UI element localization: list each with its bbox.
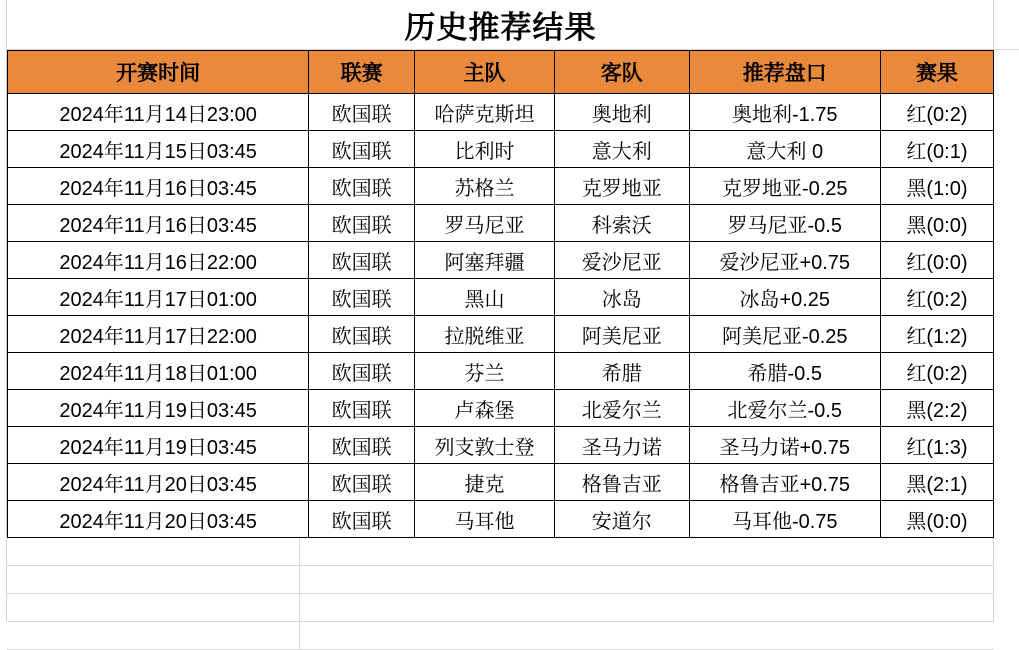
cell-recommended-line: 希腊-0.5 — [689, 353, 880, 390]
cell-recommended-line: 马耳他-0.75 — [689, 501, 880, 538]
cell-league: 欧国联 — [309, 242, 415, 279]
empty-cell — [7, 566, 300, 594]
cell-time: 2024年11月20日03:45 — [8, 501, 309, 538]
column-gutter-right — [993, 0, 1019, 621]
row-gutter-left — [0, 0, 7, 621]
cell-recommended-line: 奥地利-1.75 — [689, 94, 880, 131]
cell-away-team: 安道尔 — [554, 501, 689, 538]
cell-time: 2024年11月19日03:45 — [8, 390, 309, 427]
cell-result: 红(0:2) — [880, 279, 993, 316]
cell-time: 2024年11月16日03:45 — [8, 168, 309, 205]
cell-recommended-line: 格鲁吉亚+0.75 — [689, 464, 880, 501]
table-row — [8, 131, 994, 168]
cell-away-team: 克罗地亚 — [554, 168, 689, 205]
cell-home-team: 罗马尼亚 — [415, 205, 555, 242]
history-results-table — [7, 50, 994, 538]
cell-away-team: 圣马力诺 — [554, 427, 689, 464]
column-header-result: 赛果 — [880, 51, 993, 94]
cell-home-team: 阿塞拜疆 — [415, 242, 555, 279]
cell-result: 红(0:0) — [880, 242, 993, 279]
cell-result: 红(1:3) — [880, 427, 993, 464]
empty-row — [7, 566, 994, 594]
empty-rows-area — [7, 538, 994, 650]
cell-league: 欧国联 — [309, 316, 415, 353]
cell-home-team: 比利时 — [415, 131, 555, 168]
empty-cell — [7, 538, 300, 566]
cell-result: 红(0:2) — [880, 353, 993, 390]
cell-away-team: 意大利 — [554, 131, 689, 168]
cell-away-team: 北爱尔兰 — [554, 390, 689, 427]
cell-home-team: 哈萨克斯坦 — [415, 94, 555, 131]
cell-recommended-line: 罗马尼亚-0.5 — [689, 205, 880, 242]
cell-time: 2024年11月18日01:00 — [8, 353, 309, 390]
cell-result: 红(1:2) — [880, 316, 993, 353]
column-header-home-team: 主队 — [415, 51, 555, 94]
cell-recommended-line: 爱沙尼亚+0.75 — [689, 242, 880, 279]
cell-time: 2024年11月19日03:45 — [8, 427, 309, 464]
page-title: 历史推荐结果 — [404, 10, 597, 45]
table-body — [8, 94, 994, 538]
cell-result: 黑(2:2) — [880, 390, 993, 427]
cell-result: 黑(2:1) — [880, 464, 993, 501]
cell-recommended-line: 意大利 0 — [689, 131, 880, 168]
table-row — [8, 242, 994, 279]
cell-league: 欧国联 — [309, 168, 415, 205]
cell-league: 欧国联 — [309, 279, 415, 316]
cell-away-team: 爱沙尼亚 — [554, 242, 689, 279]
top-right-blank-cell — [994, 0, 1019, 50]
cell-home-team: 黑山 — [415, 279, 555, 316]
cell-result: 黑(1:0) — [880, 168, 993, 205]
cell-recommended-line: 圣马力诺+0.75 — [689, 427, 880, 464]
empty-row — [7, 622, 994, 650]
column-header-time: 开赛时间 — [8, 51, 309, 94]
cell-away-team: 格鲁吉亚 — [554, 464, 689, 501]
cell-away-team: 奥地利 — [554, 94, 689, 131]
empty-cell — [300, 538, 994, 566]
cell-recommended-line: 北爱尔兰-0.5 — [689, 390, 880, 427]
column-header-away-team: 客队 — [554, 51, 689, 94]
column-header-recommended-line: 推荐盘口 — [689, 51, 880, 94]
empty-cell — [7, 622, 300, 650]
empty-cell — [300, 566, 994, 594]
cell-away-team: 冰岛 — [554, 279, 689, 316]
empty-cell — [300, 622, 994, 650]
cell-time: 2024年11月16日22:00 — [8, 242, 309, 279]
cell-away-team: 科索沃 — [554, 205, 689, 242]
cell-time: 2024年11月14日23:00 — [8, 94, 309, 131]
cell-league: 欧国联 — [309, 131, 415, 168]
table-row — [8, 94, 994, 131]
cell-home-team: 卢森堡 — [415, 390, 555, 427]
cell-result: 红(0:2) — [880, 94, 993, 131]
column-header-league: 联赛 — [309, 51, 415, 94]
cell-recommended-line: 克罗地亚-0.25 — [689, 168, 880, 205]
cell-home-team: 拉脱维亚 — [415, 316, 555, 353]
cell-home-team: 马耳他 — [415, 501, 555, 538]
empty-cell — [7, 594, 300, 622]
cell-league: 欧国联 — [309, 390, 415, 427]
cell-time: 2024年11月17日22:00 — [8, 316, 309, 353]
cell-time: 2024年11月15日03:45 — [8, 131, 309, 168]
cell-recommended-line: 冰岛+0.25 — [689, 279, 880, 316]
table-row — [8, 168, 994, 205]
cell-league: 欧国联 — [309, 205, 415, 242]
cell-league: 欧国联 — [309, 464, 415, 501]
cell-home-team: 列支敦士登 — [415, 427, 555, 464]
empty-cell — [300, 594, 994, 622]
table-row — [8, 353, 994, 390]
cell-result: 黑(0:0) — [880, 501, 993, 538]
table-row — [8, 427, 994, 464]
cell-recommended-line: 阿美尼亚-0.25 — [689, 316, 880, 353]
cell-result: 红(0:1) — [880, 131, 993, 168]
table-row — [8, 316, 994, 353]
cell-home-team: 芬兰 — [415, 353, 555, 390]
table-row — [8, 279, 994, 316]
table-header — [8, 51, 994, 94]
table-row — [8, 464, 994, 501]
cell-home-team: 捷克 — [415, 464, 555, 501]
cell-home-team: 苏格兰 — [415, 168, 555, 205]
cell-league: 欧国联 — [309, 501, 415, 538]
empty-row — [7, 594, 994, 622]
empty-row — [7, 538, 994, 566]
cell-league: 欧国联 — [309, 353, 415, 390]
table-row — [8, 390, 994, 427]
cell-away-team: 阿美尼亚 — [554, 316, 689, 353]
cell-league: 欧国联 — [309, 94, 415, 131]
cell-league: 欧国联 — [309, 427, 415, 464]
table-header-row — [8, 51, 994, 94]
title-row — [7, 0, 994, 50]
cell-away-team: 希腊 — [554, 353, 689, 390]
cell-result: 黑(0:0) — [880, 205, 993, 242]
cell-time: 2024年11月20日03:45 — [8, 464, 309, 501]
table-row — [8, 205, 994, 242]
cell-time: 2024年11月16日03:45 — [8, 205, 309, 242]
table-row — [8, 501, 994, 538]
sheet-content — [7, 0, 994, 621]
cell-time: 2024年11月17日01:00 — [8, 279, 309, 316]
